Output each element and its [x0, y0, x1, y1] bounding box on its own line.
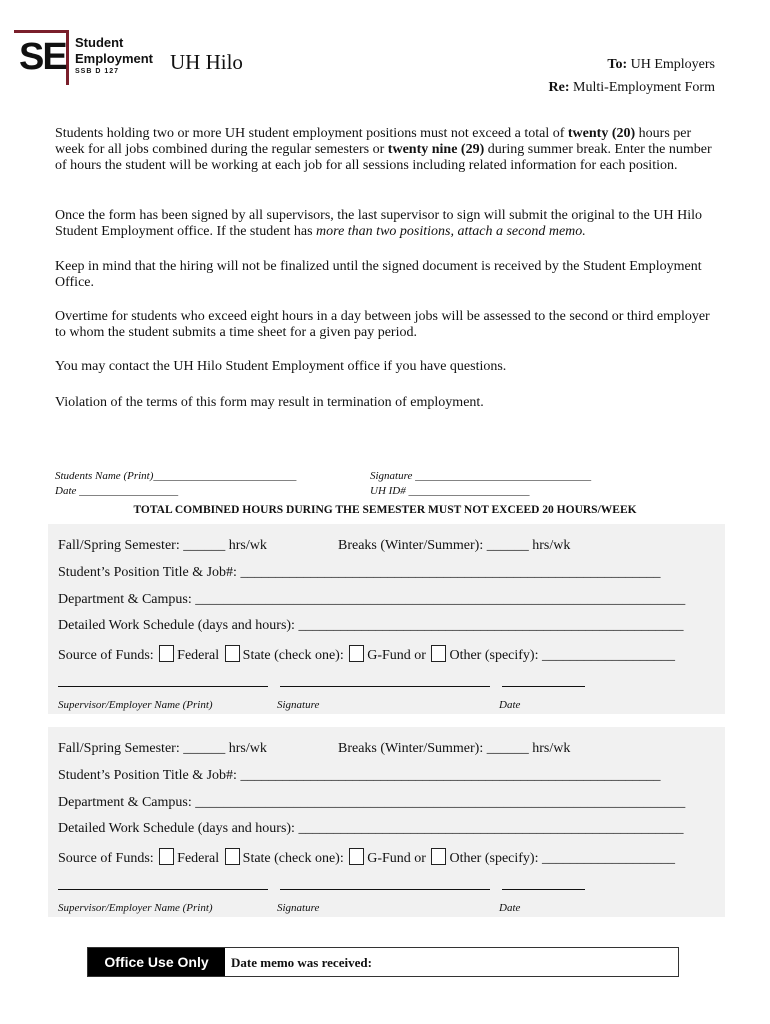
logo: [14, 30, 69, 85]
semester-hours-field[interactable]: Fall/Spring Semester: ______ hrs/wk: [58, 741, 267, 756]
logo-line-1: Student: [75, 35, 124, 50]
paragraph-hours-limit: [55, 126, 720, 174]
state-checkbox[interactable]: [225, 645, 240, 662]
p2-text-a: Once the form has been signed by all supervisors, the last supervisor to sign will submit the original to the UH Hilo Student Employment office. If the student has: [55, 208, 703, 239]
funds-label: Source of Funds:: [58, 648, 154, 663]
to-value: UH Employers: [627, 57, 715, 72]
p2-italic: more than two positions, attach a second memo.: [316, 224, 586, 239]
logo-letters: SE: [19, 36, 66, 78]
gfund-checkbox[interactable]: [349, 645, 364, 662]
state-label: State (check one):: [242, 851, 344, 866]
p1-bold-twenty: twenty (20): [567, 126, 636, 141]
supervisor-date-label: Date: [499, 902, 521, 914]
department-field[interactable]: Department & Campus: ______________________________________________________________________: [58, 795, 686, 810]
re-label: Re:: [548, 80, 570, 95]
supervisor-date-label: Date: [499, 699, 521, 711]
department-field[interactable]: Department & Campus: ______________________________________________________________________: [58, 592, 686, 607]
source-of-funds-row: [58, 848, 675, 867]
paragraph-violation: Violation of the terms of this form may result in termination of employment.: [55, 395, 484, 410]
federal-label: Federal: [177, 648, 220, 663]
supervisor-signature-line[interactable]: [280, 889, 490, 890]
supervisor-name-line[interactable]: [58, 889, 268, 890]
supervisor-signature-label: Signature: [277, 699, 320, 711]
gfund-checkbox[interactable]: [349, 848, 364, 865]
paragraph-hiring: Keep in mind that the hiring will not be finalized until the signed document is received by the Student Employment Office.: [55, 259, 702, 290]
source-of-funds-row: [58, 645, 675, 664]
p1-text-c: hours per week for all jobs combined during the regular semesters or: [55, 126, 692, 157]
paragraph-submission: [55, 208, 720, 240]
memo-received-field[interactable]: Date memo was received:: [231, 955, 372, 970]
position-title-field[interactable]: Student’s Position Title & Job#: ____________________________________________________________: [58, 565, 661, 580]
to-label: To:: [607, 57, 628, 72]
supervisor-name-label: Supervisor/Employer Name (Print): [58, 699, 213, 711]
gfund-label: G-Fund or: [367, 648, 426, 663]
supervisor-name-line[interactable]: [58, 686, 268, 687]
gfund-label: G-Fund or: [367, 851, 426, 866]
re-value: Multi-Employment Form: [569, 80, 715, 95]
student-name-field[interactable]: Students Name (Print)__________________________: [55, 470, 297, 482]
re-line: [549, 80, 715, 96]
p1-text-a: Students holding two or more UH student employment positions must not exceed a total of: [55, 126, 568, 141]
employer-section-2: [48, 727, 725, 917]
to-line: [607, 57, 715, 73]
student-uhid-field[interactable]: UH ID# ______________________: [370, 485, 530, 497]
supervisor-signature-label: Signature: [277, 902, 320, 914]
other-label[interactable]: Other (specify): ___________________: [449, 648, 675, 663]
work-schedule-field[interactable]: Detailed Work Schedule (days and hours): _______________________________________________________: [58, 618, 684, 633]
federal-checkbox[interactable]: [159, 848, 174, 865]
break-hours-field[interactable]: Breaks (Winter/Summer): ______ hrs/wk: [338, 538, 571, 553]
other-label[interactable]: Other (specify): ___________________: [449, 851, 675, 866]
state-checkbox[interactable]: [225, 848, 240, 865]
supervisor-name-label: Supervisor/Employer Name (Print): [58, 902, 213, 914]
federal-label: Federal: [177, 851, 220, 866]
work-schedule-field[interactable]: Detailed Work Schedule (days and hours): _______________________________________________________: [58, 821, 684, 836]
federal-checkbox[interactable]: [159, 645, 174, 662]
logo-text: [75, 35, 153, 76]
student-signature-field[interactable]: Signature ________________________________: [370, 470, 592, 482]
student-date-field[interactable]: Date __________________: [55, 485, 179, 497]
paragraph-contact: You may contact the UH Hilo Student Employment office if you have questions.: [55, 359, 507, 374]
hours-warning: TOTAL COMBINED HOURS DURING THE SEMESTER MUST NOT EXCEED 20 HOURS/WEEK: [133, 504, 637, 516]
position-title-field[interactable]: Student’s Position Title & Job#: ____________________________________________________________: [58, 768, 661, 783]
supervisor-date-line[interactable]: [502, 686, 585, 687]
logo-bar-right: [66, 30, 69, 85]
other-checkbox[interactable]: [431, 848, 446, 865]
office-use-label: Office Use Only: [88, 948, 225, 976]
semester-hours-field[interactable]: Fall/Spring Semester: ______ hrs/wk: [58, 538, 267, 553]
office-use-box: [87, 947, 679, 977]
state-label: State (check one):: [242, 648, 344, 663]
supervisor-date-line[interactable]: [502, 889, 585, 890]
p1-bold-twenty-nine: twenty nine (29): [387, 142, 485, 157]
employer-section-1: [48, 524, 725, 714]
brand-title: UH Hilo: [170, 50, 243, 74]
logo-bar-top: [14, 30, 69, 33]
logo-line-3: SSB D 127: [75, 68, 120, 75]
logo-line-2: Employment: [75, 51, 154, 66]
paragraph-overtime: Overtime for students who exceed eight hours in a day between jobs will be assessed to the second or third employer to whom the student submits a time sheet for a given pay period.: [55, 309, 710, 340]
funds-label: Source of Funds:: [58, 851, 154, 866]
supervisor-signature-line[interactable]: [280, 686, 490, 687]
break-hours-field[interactable]: Breaks (Winter/Summer): ______ hrs/wk: [338, 741, 571, 756]
other-checkbox[interactable]: [431, 645, 446, 662]
p1-text-e: during summer break. Enter the number of hours the student will be working at each job for all sessions including related information for each position.: [55, 142, 712, 173]
